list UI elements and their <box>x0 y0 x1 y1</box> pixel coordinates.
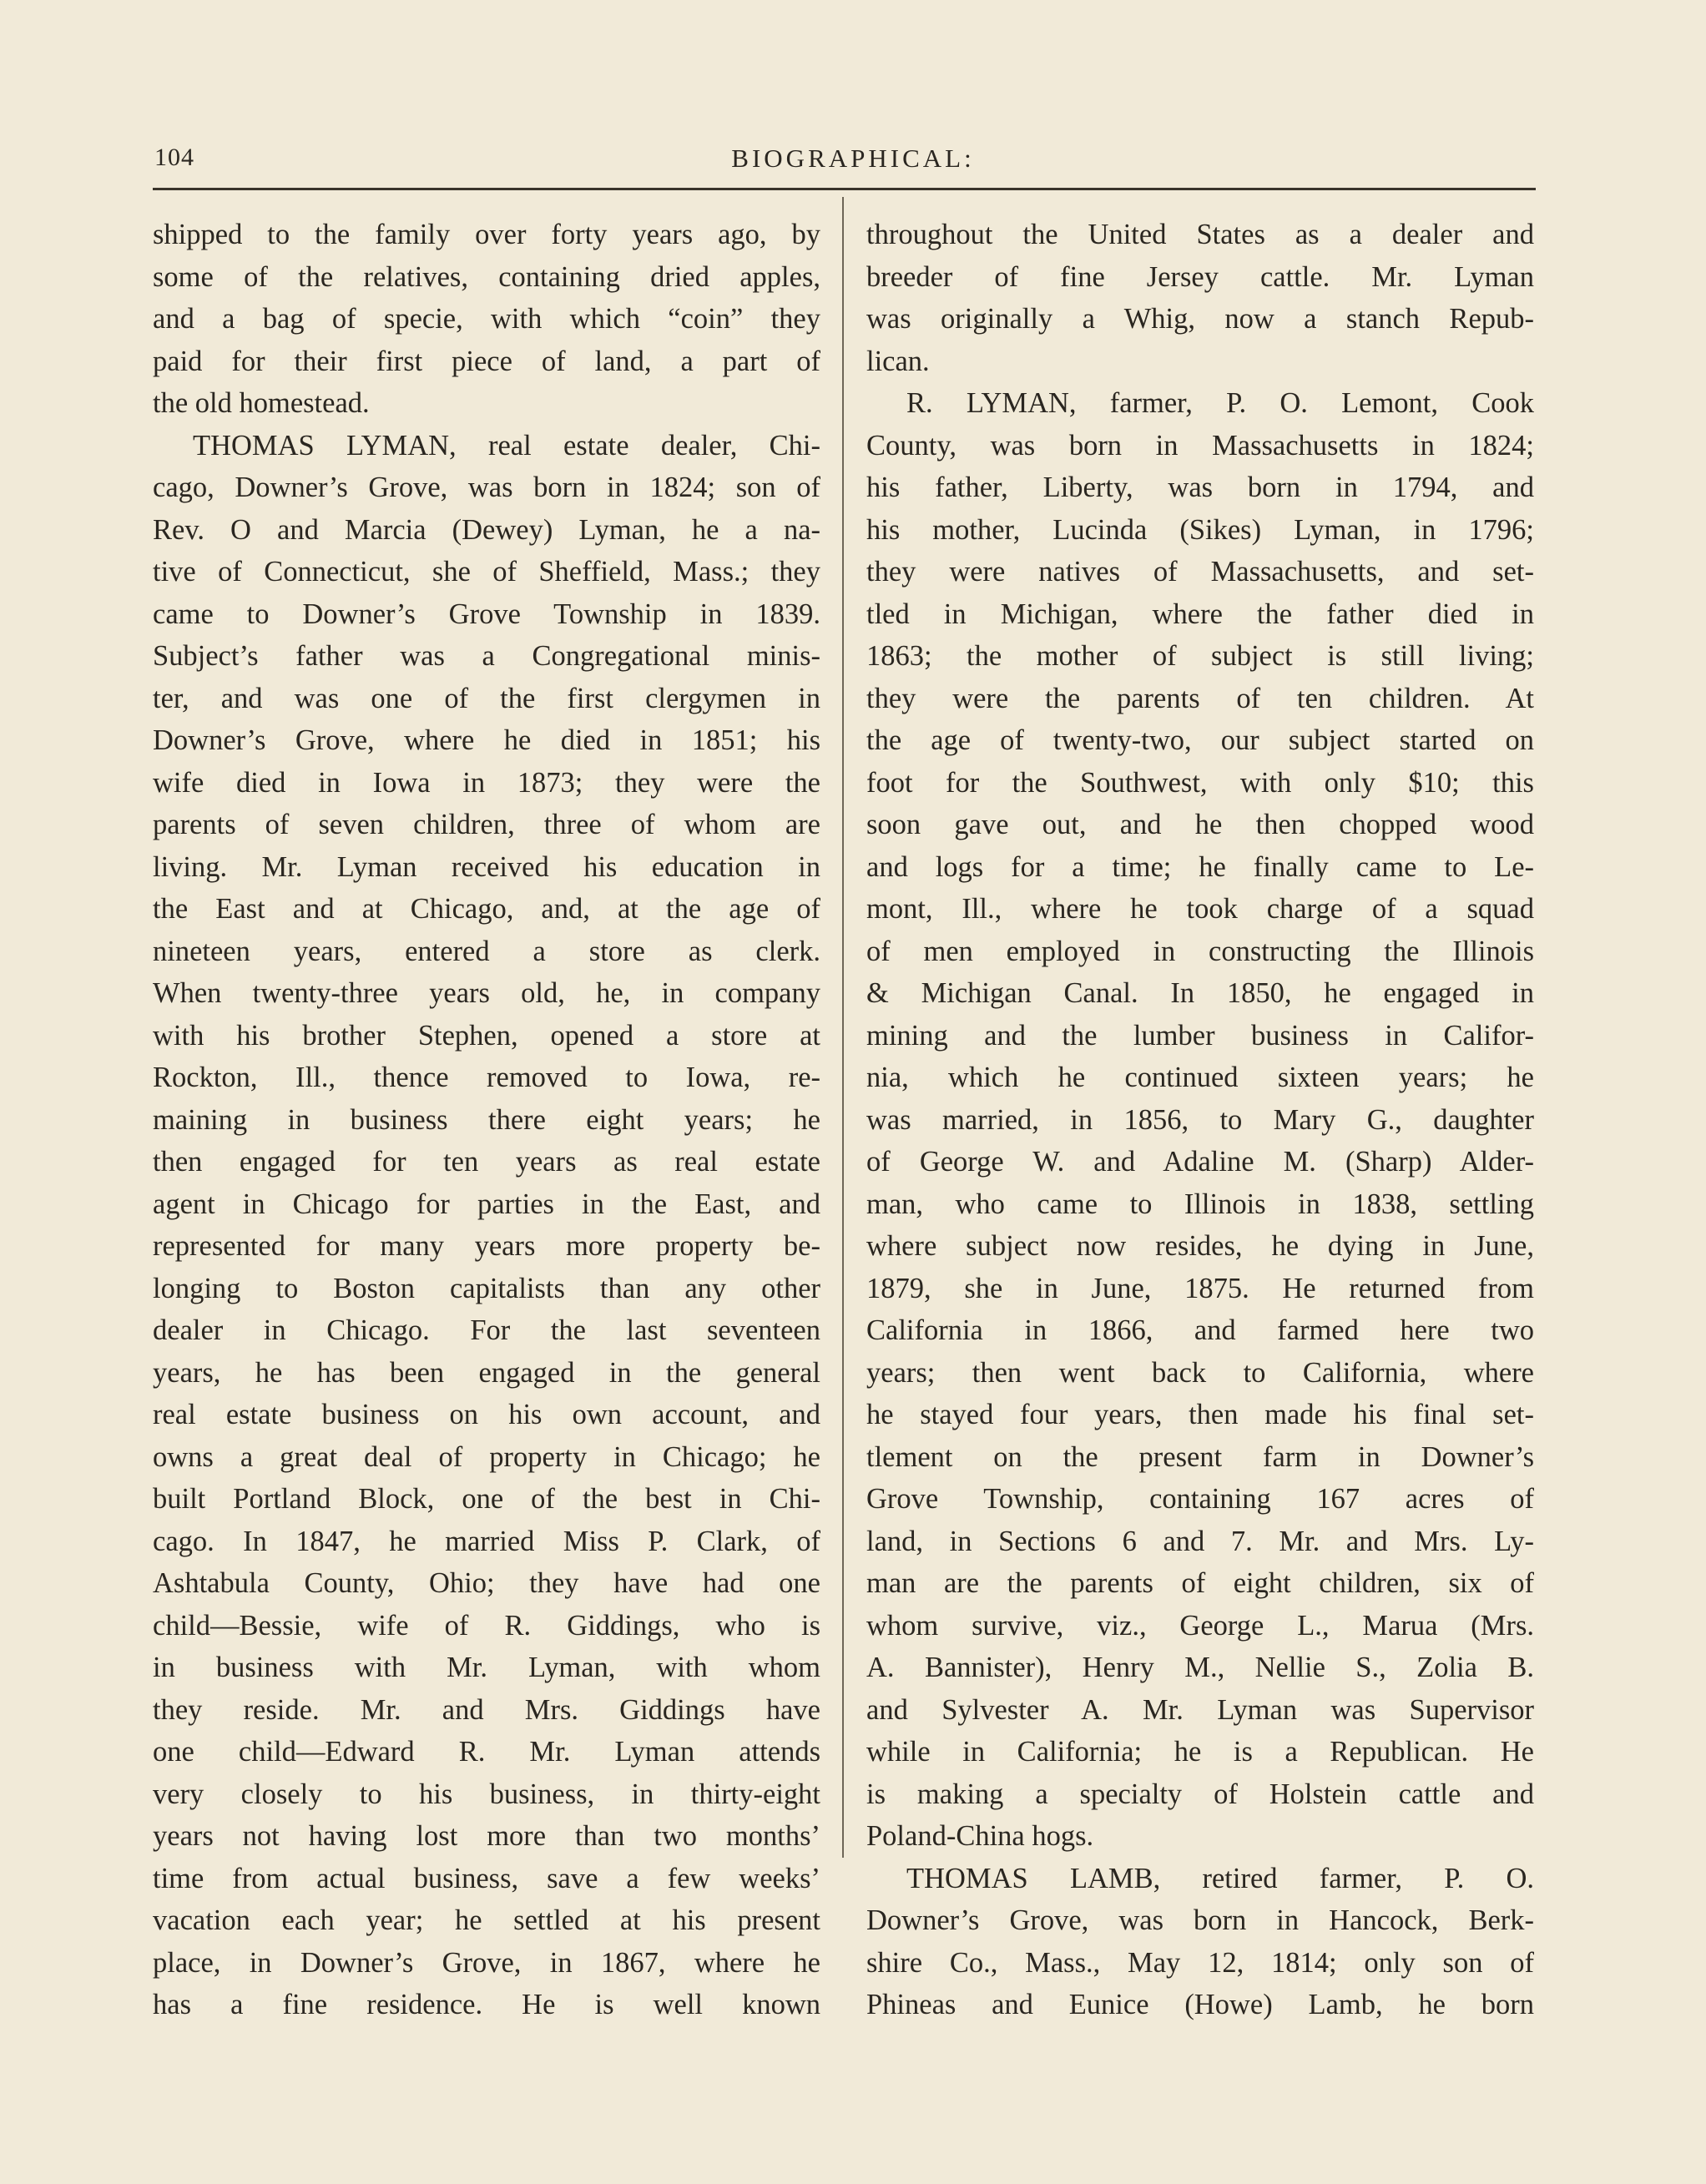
text-line: living. Mr. Lyman received his education in <box>153 850 820 883</box>
text-line: Rev. O and Marcia (Dewey) Lyman, he a na- <box>153 513 820 546</box>
text-line: & Michigan Canal. In 1850, he engaged in <box>866 977 1534 1009</box>
text-line: has a fine residence. He is well known <box>153 1989 820 2020</box>
text-line: then engaged for ten years as real estate <box>153 1146 820 1178</box>
text-line: When twenty-three years old, he, in company <box>153 977 820 1009</box>
text-line: parents of seven children, three of whom are <box>153 809 820 840</box>
text-line: R. LYMAN, farmer, P. O. Lemont, Cook <box>906 387 1534 419</box>
text-line: his mother, Lucinda (Sikes) Lyman, in 1796; <box>866 513 1534 546</box>
text-line: the old homestead. <box>153 387 370 419</box>
text-line: agent in Chicago for parties in the East, and <box>153 1188 820 1220</box>
text-line: wife died in Iowa in 1873; they were the <box>153 766 820 799</box>
text-line: lican. <box>866 345 930 377</box>
text-line: nineteen years, entered a store as clerk. <box>153 935 820 967</box>
column-divider <box>842 197 844 1858</box>
text-line: shire Co., Mass., May 12, 1814; only son of <box>866 1946 1534 1979</box>
text-line: THOMAS LAMB, retired farmer, P. O. <box>906 1862 1534 1894</box>
text-line: County, was born in Massachusetts in 1824; <box>866 429 1534 462</box>
text-line: breeder of fine Jersey cattle. Mr. Lyman <box>866 260 1534 293</box>
running-head: BIOGRAPHICAL: <box>731 144 975 173</box>
text-line: child—Bessie, wife of R. Giddings, who is <box>153 1609 820 1642</box>
text-line: owns a great deal of property in Chicago; he <box>153 1440 820 1473</box>
text-line: some of the relatives, containing dried apples, <box>153 260 820 293</box>
text-line: with his brother Stephen, opened a store at <box>153 1019 820 1052</box>
text-line: Ashtabula County, Ohio; they have had one <box>153 1567 820 1599</box>
right-column <box>866 214 1534 2026</box>
text-line: Subject’s father was a Congregational minis- <box>153 640 820 672</box>
text-line: represented for many years more property be- <box>153 1230 820 1262</box>
text-line: time from actual business, save a few weeks’ <box>153 1862 820 1894</box>
text-line: man are the parents of eight children, six of <box>866 1567 1534 1599</box>
text-line: place, in Downer’s Grove, in 1867, where he <box>153 1946 820 1979</box>
text-line: years not having lost more than two months’ <box>153 1820 820 1852</box>
text-line: and Sylvester A. Mr. Lyman was Supervisor <box>866 1693 1534 1726</box>
page-number: 104 <box>154 144 194 171</box>
text-line: A. Bannister), Henry M., Nellie S., Zolia B. <box>866 1652 1534 1683</box>
text-line: cago, Downer’s Grove, was born in 1824; son of <box>153 472 820 503</box>
text-line: soon gave out, and he then chopped wood <box>866 809 1534 840</box>
text-line: the East and at Chicago, and, at the age of <box>153 893 820 925</box>
text-line: Grove Township, containing 167 acres of <box>866 1483 1534 1515</box>
text-line: shipped to the family over forty years ago, by <box>153 219 820 250</box>
text-line: where subject now resides, he dying in June, <box>866 1230 1534 1262</box>
text-line: of George W. and Adaline M. (Sharp) Alder- <box>866 1146 1534 1178</box>
text-line: cago. In 1847, he married Miss P. Clark, of <box>153 1525 820 1557</box>
text-line: and a bag of specie, with which “coin” they <box>153 303 820 335</box>
text-line: they reside. Mr. and Mrs. Giddings have <box>153 1693 820 1726</box>
text-line: Downer’s Grove, was born in Hancock, Berk- <box>866 1904 1534 1936</box>
text-line: maining in business there eight years; he <box>153 1103 820 1136</box>
text-line: tive of Connecticut, she of Sheffield, Mass.; they <box>153 556 820 588</box>
text-line: in business with Mr. Lyman, with whom <box>153 1652 820 1683</box>
header-rule <box>153 188 1536 190</box>
text-line: real estate business on his own account, and <box>153 1399 820 1430</box>
text-line: the age of twenty-two, our subject started on <box>866 724 1534 756</box>
text-line: throughout the United States as a dealer and <box>866 219 1534 250</box>
text-line: tlement on the present farm in Downer’s <box>866 1440 1534 1473</box>
text-line: came to Downer’s Grove Township in 1839. <box>153 598 820 630</box>
text-line: Downer’s Grove, where he died in 1851; his <box>153 724 820 756</box>
text-line: nia, which he continued sixteen years; he <box>866 1062 1534 1093</box>
text-line: years, he has been engaged in the general <box>153 1356 820 1389</box>
text-line: tled in Michigan, where the father died in <box>866 598 1534 630</box>
text-line: whom survive, viz., George L., Marua (Mrs. <box>866 1609 1534 1642</box>
text-line: built Portland Block, one of the best in Chi- <box>153 1483 820 1515</box>
text-line: vacation each year; he settled at his present <box>153 1904 820 1936</box>
text-line: 1879, she in June, 1875. He returned from <box>866 1272 1534 1304</box>
text-line: THOMAS LYMAN, real estate dealer, Chi- <box>193 429 820 462</box>
text-line: longing to Boston capitalists than any other <box>153 1272 820 1304</box>
text-line: dealer in Chicago. For the last seventeen <box>153 1314 820 1346</box>
text-line: 1863; the mother of subject is still living; <box>866 640 1534 672</box>
text-line: he stayed four years, then made his final set- <box>866 1399 1534 1430</box>
text-line: and logs for a time; he finally came to Le- <box>866 850 1534 883</box>
text-line: man, who came to Illinois in 1838, settling <box>866 1188 1534 1220</box>
text-line: mining and the lumber business in Califor- <box>866 1019 1534 1052</box>
text-line: his father, Liberty, was born in 1794, and <box>866 472 1534 503</box>
text-line: mont, Ill., where he took charge of a squad <box>866 893 1534 925</box>
text-line: paid for their first piece of land, a part of <box>153 345 820 377</box>
text-line: they were the parents of ten children. At <box>866 682 1534 714</box>
text-line: Rockton, Ill., thence removed to Iowa, re- <box>153 1062 820 1093</box>
text-line: they were natives of Massachusetts, and set- <box>866 556 1534 588</box>
text-line: California in 1866, and farmed here two <box>866 1314 1534 1346</box>
text-line: foot for the Southwest, with only $10; this <box>866 766 1534 799</box>
text-line: Poland-China hogs. <box>866 1820 1094 1852</box>
text-line: was originally a Whig, now a stanch Repub- <box>866 303 1534 335</box>
text-line: is making a specialty of Holstein cattle and <box>866 1778 1534 1810</box>
text-line: while in California; he is a Republican. He <box>866 1736 1534 1768</box>
text-line: land, in Sections 6 and 7. Mr. and Mrs. Ly- <box>866 1525 1534 1557</box>
text-line: Phineas and Eunice (Howe) Lamb, he born <box>866 1989 1534 2020</box>
left-column <box>153 214 820 2026</box>
text-line: was married, in 1856, to Mary G., daughter <box>866 1103 1534 1136</box>
text-line: ter, and was one of the first clergymen in <box>153 682 820 714</box>
text-line: of men employed in constructing the Illinois <box>866 935 1534 967</box>
text-line: years; then went back to California, where <box>866 1356 1534 1389</box>
text-line: very closely to his business, in thirty-eight <box>153 1778 820 1810</box>
text-line: one child—Edward R. Mr. Lyman attends <box>153 1736 820 1768</box>
